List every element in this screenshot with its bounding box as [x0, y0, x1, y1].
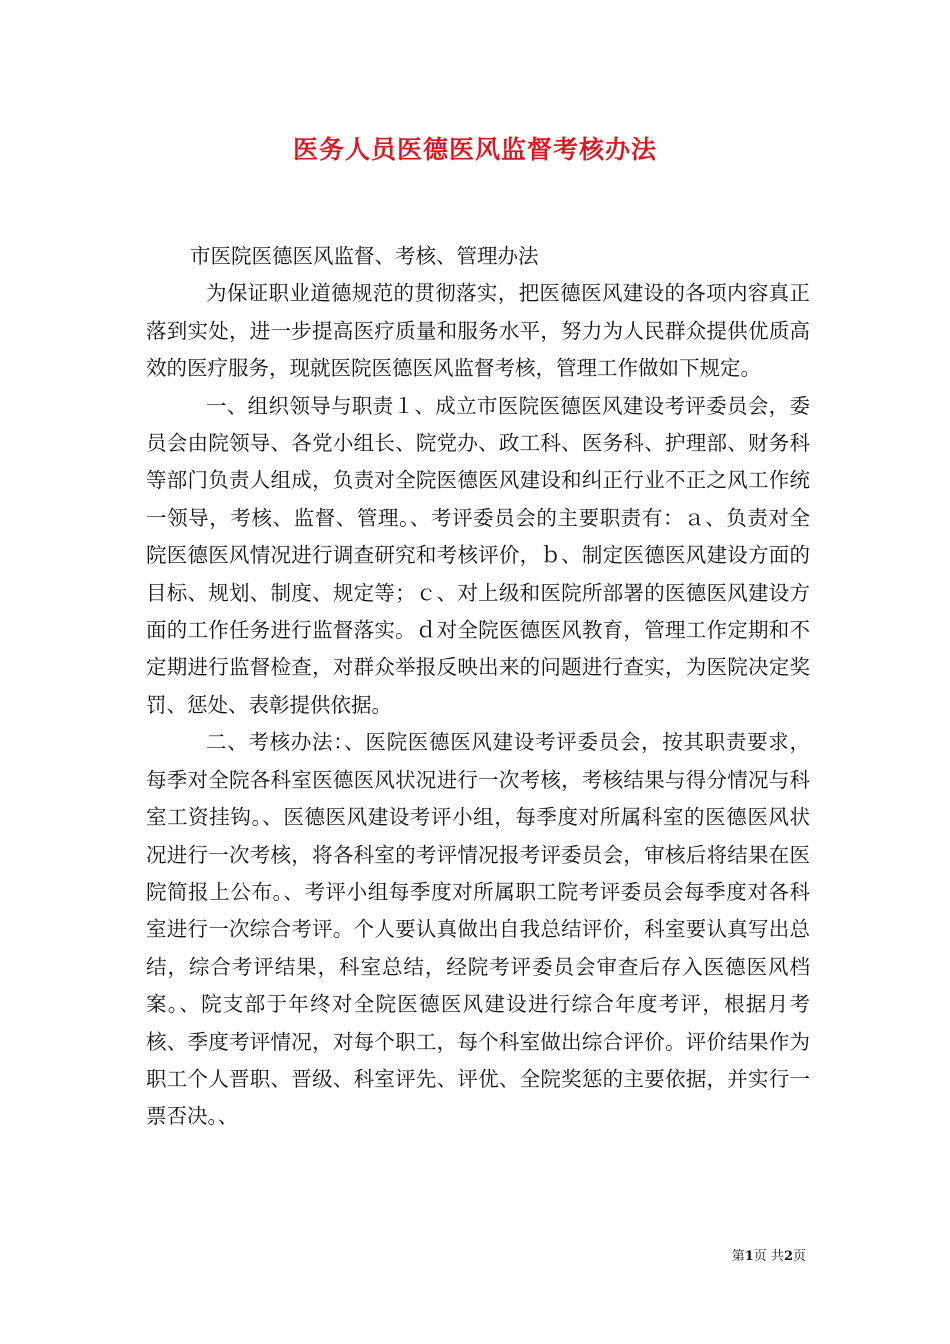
- footer-page-number: 1: [744, 1249, 754, 1264]
- document-subtitle: 市医院医德医风监督、考核、管理办法: [190, 244, 539, 268]
- document-body: [146, 238, 810, 1136]
- footer-prefix: 第: [731, 1249, 745, 1264]
- document-title: 医务人员医德医风监督考核办法: [292, 135, 657, 164]
- paragraph-intro: 为保证职业道德规范的贯彻落实，把医德医风建设的各项内容真正落到实处，进一步提高医疗质量和服务水平，努力为人民群众提供优质高效的医疗服务，现就医院医德医风监督考核，管理工作做如下规定。: [146, 281, 810, 381]
- paragraph-assessment: 二、考核办法：、医院医德医风建设考评委员会，按其职责要求，每季对全院各科室医德医风状况进行一次考核，考核结果与得分情况与科室工资挂钩。、医德医风建设考评小组，每季度对所属科室的医德医风状况进行一次考核，将各科室的考评情况报考评委员会，审核后将结果在医院简报上公布。、考评小组每季度对所属职工院考评委员会每季度对各科室进行一次综合考评。个人要认真做出自我总结评价，科室要认真写出总结，综合考评结果，科室总结，经院考评委员会审查后存入医德医风档案。、院支部于年终对全院医德医风建设进行综合年度考评，根据月考核、季度考评情况，对每个职工，每个科室做出综合评价。评价结果作为职工个人晋职、晋级、科室评先、评优、全院奖惩的主要依据，并实行一票否决。、: [146, 730, 810, 1129]
- footer-total-pages: 2: [783, 1249, 793, 1264]
- footer-middle: 页 共: [753, 1249, 784, 1264]
- page-footer: [732, 1248, 806, 1266]
- footer-suffix: 页: [792, 1249, 806, 1264]
- paragraph-organization: 一、组织领导与职责１、成立市医院医德医风建设考评委员会，委员会由院领导、各党小组长、院党办、政工科、医务科、护理部、财务科等部门负责人组成，负责对全院医德医风建设和纠正行业不正之风工作统一领导，考核、监督、管理。、考评委员会的主要职责有：ａ、负责对全院医德医风情况进行调查研究和考核评价，ｂ、制定医德医风建设方面的目标、规划、制度、规定等；ｃ、对上级和医院所部署的医德医风建设方面的工作任务进行监督落实。ｄ对全院医德医风教育，管理工作定期和不定期进行监督检查，对群众举报反映出来的问题进行查实，为医院决定奖罚、惩处、表彰提供依据。: [146, 393, 810, 717]
